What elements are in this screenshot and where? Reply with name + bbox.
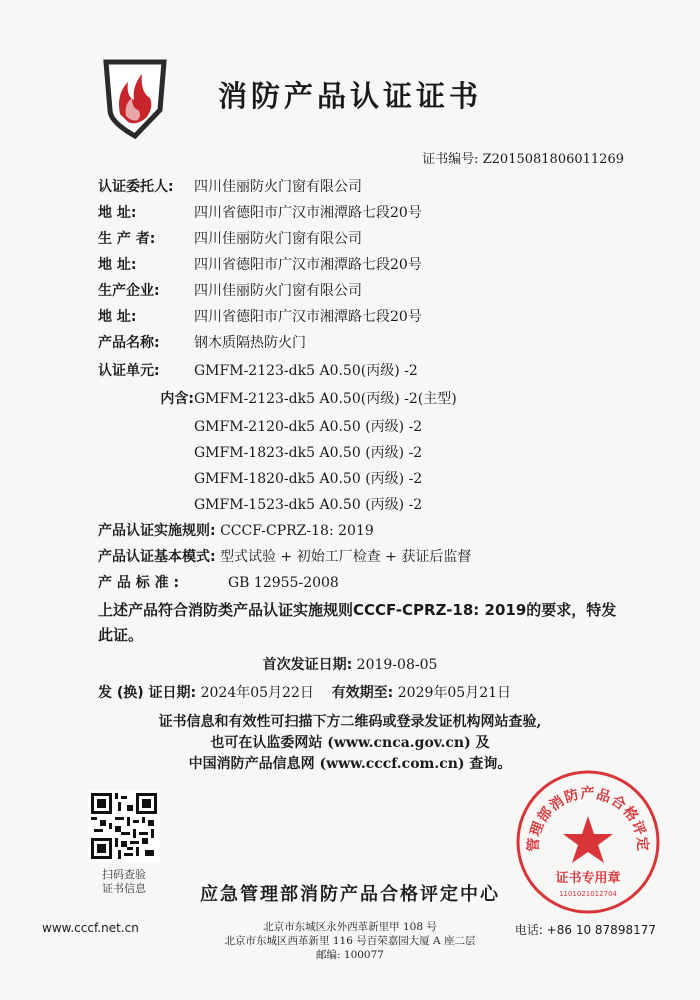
qr-caption-line: 扫码查验 bbox=[102, 868, 146, 881]
mode-row bbox=[98, 546, 471, 566]
valid-label: 有效期至: bbox=[331, 685, 394, 701]
qr-caption-line: 证书信息 bbox=[102, 882, 146, 895]
page-title: 消防产品认证证书 bbox=[217, 79, 482, 113]
info-line: 证书信息和有效性可扫描下方二维码或登录发证机构网站查验, bbox=[158, 714, 542, 730]
cert-no-value: Z2015081806011269 bbox=[482, 152, 624, 167]
standard-row bbox=[98, 572, 339, 592]
issue-dates-row bbox=[98, 682, 511, 702]
contains-label: 内含: bbox=[160, 391, 194, 407]
phone-number: 电话: +86 10 87898177 bbox=[514, 923, 656, 937]
first-issue-date bbox=[0, 654, 700, 674]
address-label: 地 址: bbox=[98, 257, 137, 273]
reissue-value: 2024年05月22日 bbox=[200, 685, 314, 701]
unit-row bbox=[98, 360, 418, 380]
producer-address: 四川省德阳市广汉市湘潭路七段20号 bbox=[194, 257, 422, 273]
unit-value: GMFM-2123-dk5 A0.50(丙级) -2 bbox=[194, 363, 418, 379]
address-label: 地 址: bbox=[98, 309, 137, 325]
model-item: GMFM-2123-dk5 A0.50(丙级) -2(主型) bbox=[194, 391, 457, 407]
certificate-number bbox=[422, 148, 624, 167]
postcode: 邮编: 100077 bbox=[316, 949, 384, 961]
client-row bbox=[98, 176, 362, 196]
model-item: GMFM-1523-dk5 A0.50 (丙级) -2 bbox=[194, 497, 423, 513]
factory-value: 四川佳丽防火门窗有限公司 bbox=[194, 283, 362, 299]
producer-value: 四川佳丽防火门窗有限公司 bbox=[194, 231, 362, 247]
factory-address: 四川省德阳市广汉市湘潭路七段20号 bbox=[194, 309, 422, 325]
model-row bbox=[194, 468, 422, 488]
first-issue-label: 首次发证日期: bbox=[262, 657, 353, 673]
footer-address bbox=[0, 920, 700, 962]
standard-label: 产 品 标 准 : bbox=[98, 575, 180, 591]
rule-value: CCCF-CPRZ-18: 2019 bbox=[220, 523, 374, 539]
rule-row bbox=[98, 520, 374, 540]
client-label: 认证委托人: bbox=[98, 179, 174, 195]
producer-row bbox=[98, 228, 362, 248]
info-line: 中国消防产品信息网 (www.cccf.com.cn) 查询。 bbox=[188, 756, 512, 772]
factory-row bbox=[98, 280, 362, 300]
client-value: 四川佳丽防火门窗有限公司 bbox=[194, 179, 362, 195]
model-item: GMFM-2120-dk5 A0.50 (丙级) -2 bbox=[194, 419, 423, 435]
cert-no-label: 证书编号: bbox=[422, 152, 479, 167]
model-item: GMFM-1820-dk5 A0.50 (丙级) -2 bbox=[194, 471, 423, 487]
model-row bbox=[194, 442, 422, 462]
unit-label: 认证单元: bbox=[98, 363, 160, 379]
reissue-label: 发 (换) 证日期: bbox=[98, 685, 197, 701]
address-label: 地 址: bbox=[98, 205, 137, 221]
seal-outer-text: 管理部消防产品合格评定 bbox=[525, 786, 651, 853]
model-row bbox=[194, 416, 422, 436]
model-row bbox=[98, 388, 457, 408]
product-value: 钢木质隔热防火门 bbox=[194, 335, 306, 351]
seal-number: 1101021012704 bbox=[559, 890, 617, 898]
address-line: 北京市东城区西革新里 116 号百荣嘉园大厦 A 座二层 bbox=[224, 935, 476, 947]
website-link[interactable]: www.cccf.net.cn bbox=[42, 921, 139, 935]
factory-label: 生产企业: bbox=[98, 283, 160, 299]
mode-value: 型式试验 + 初始工厂检查 + 获证后监督 bbox=[220, 549, 472, 565]
model-row bbox=[194, 494, 422, 514]
product-label: 产品名称: bbox=[98, 335, 160, 351]
factory-address-row bbox=[98, 306, 422, 326]
producer-label: 生 产 者: bbox=[98, 231, 156, 247]
qr-code[interactable] bbox=[88, 790, 160, 862]
client-address-row bbox=[98, 202, 422, 222]
verification-info bbox=[0, 712, 700, 775]
model-item: GMFM-1823-dk5 A0.50 (丙级) -2 bbox=[194, 445, 423, 461]
issuing-organization: 应急管理部消防产品合格评定中心 bbox=[200, 884, 500, 905]
product-row bbox=[98, 332, 306, 352]
producer-address-row bbox=[98, 254, 422, 274]
rule-label: 产品认证实施规则: bbox=[98, 523, 216, 539]
declaration: 上述产品符合消防类产品认证实施规则CCCF-CPRZ-18: 2019的要求，特发此证。 bbox=[98, 601, 617, 644]
valid-value: 2029年05月21日 bbox=[397, 685, 512, 701]
address-line: 北京市东城区永外西革新里甲 108 号 bbox=[263, 921, 437, 933]
mode-label: 产品认证基本模式: bbox=[98, 549, 216, 565]
first-issue-value: 2019-08-05 bbox=[356, 657, 438, 673]
standard-value: GB 12955-2008 bbox=[228, 575, 339, 591]
info-line: 也可在认监委网站 (www.cnca.gov.cn) 及 bbox=[210, 735, 490, 751]
client-address: 四川省德阳市广汉市湘潭路七段20号 bbox=[194, 205, 422, 221]
seal-inner-text: 证书专用章 bbox=[555, 871, 621, 886]
